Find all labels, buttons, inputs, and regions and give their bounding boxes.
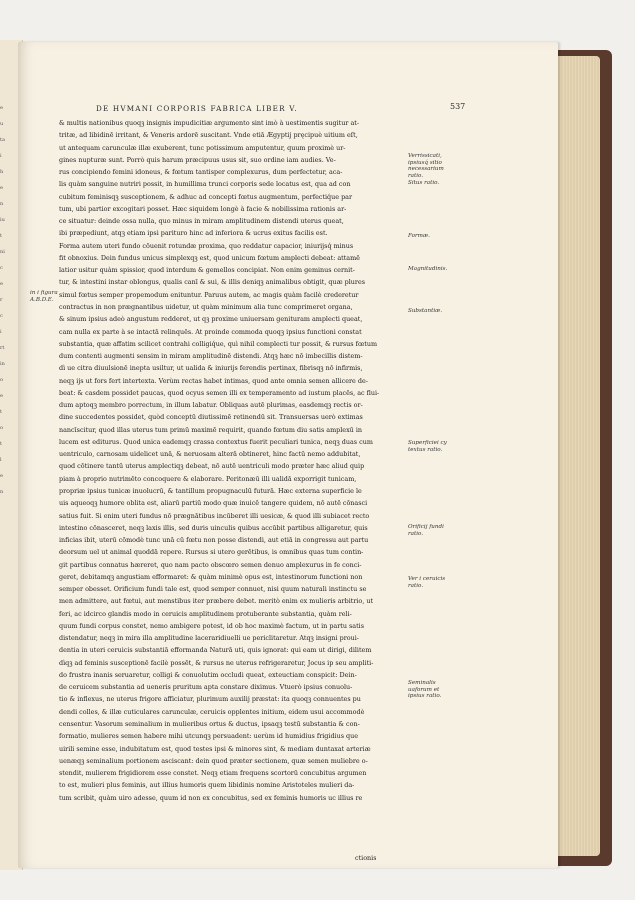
- left-sliver-fragment: ni: [0, 249, 5, 255]
- left-sliver-fragment: e: [0, 473, 3, 479]
- page-edges: [554, 56, 600, 856]
- text-line: contractus in non prægnantibus uidetur, ut quàm minimum alia tunc comprimeret organa,: [59, 302, 353, 311]
- text-line: cam nulla ex parte à se intactā relinquēs. At proinde commoda quoqꝫ ipsius functioni constat: [59, 327, 362, 336]
- text-line: stendit, mulierem frigidiorem esse constet. Neqꝫ etiam frequens scortorū concubitus argumen: [59, 769, 367, 778]
- left-sliver-fragment: c: [0, 265, 3, 271]
- text-line: uenæqꝫ seminalium portionem asciscant: dein quod præter sectionem, quæ semen muliebre o-: [59, 756, 368, 765]
- left-sliver-fragment: t: [0, 409, 3, 415]
- text-line: dum contenti augmenti sensim in miram amplitudinē distendi. Atqꝫ hæc nō imbecillis distem-: [59, 352, 363, 361]
- left-sliver-fragment: e: [0, 393, 3, 399]
- left-sliver-fragment: r: [0, 297, 3, 303]
- left-sliver-fragment: ta: [0, 137, 5, 143]
- text-line: propriæ ipsius tunicæ inuolucrū, & tantillum propugnaculū futurā. Hæc externa superficie le: [59, 486, 362, 495]
- text-line: dì ue citra diuulsionē inepta usiltur, ut ualida & iniurijs ferendis pertinax, fibrisqꝫ nō infirmis,: [59, 364, 363, 373]
- text-line: semper obesset. Orificium fundi tale est, quod semper connuet, nisi quum naturali instinctu se: [59, 585, 367, 594]
- text-line: men admittere, aut fœtui, aut menstibus iter præbere debet. meritò enim ex mulieris arbitrio, ut: [59, 597, 374, 606]
- left-sliver-fragment: l: [0, 457, 2, 463]
- text-line: simul fœtus semper propemodum enituntur. Paruus autem, ac magis quàm facilè crederetur: [59, 290, 359, 299]
- text-line: beat: & casdem possidet paucas, quod ocyus semen illi ex temperamento ad iustum placēs, ac flui-: [59, 388, 380, 397]
- text-line: formatio, mulieres semen habere mihi utcunqꝫ persuadent: uerùm id humidius frigidius que: [59, 732, 358, 741]
- page-number: 537: [450, 102, 466, 111]
- text-line: quod cōtinere tantū uterus amplectiqꝫ debeat, nō autē uentriculi modo præter hæc aliud quip: [59, 462, 365, 471]
- left-sliver-fragment: in: [0, 361, 5, 367]
- margin-note-situs: Situs ratio.: [408, 180, 440, 186]
- margin-note-ceruicis: Ver i ceruicis ratio.: [408, 576, 446, 589]
- text-line: neqꝫ ijs ut fors fert intertexta. Verùm rectas habet intimas, quod ante omnia semen allicere de-: [59, 376, 368, 385]
- text-line: geret, debitamqꝫ angustiam efformaret: & quàm minimè opus est, intestinorum functioni non: [59, 572, 363, 581]
- left-sliver-fragment: o: [0, 425, 4, 431]
- text-line: de ceruicem substantia ad ueneris pruritum apta constare diximus. Vtuerò ipsius conuolu-: [59, 683, 353, 692]
- left-sliver-fragment: i: [0, 153, 2, 159]
- left-sliver-text: [0, 100, 20, 500]
- left-sliver-fragment: h: [0, 169, 4, 175]
- text-line: feri, ac idcirco glandis modo in ceruicis amplitudinem protuberante substantia, quàm reli-: [59, 609, 352, 618]
- text-line: uirili semine esse, indubitatum est, quod testes ipsi & minores sint, & mediam duntaxat arteriæ: [59, 744, 371, 753]
- left-sliver-fragment: i: [0, 329, 2, 335]
- text-line: dìqꝫ ad feminis susceptionē facilè possēt, & rursus ne uterus refrigeraretur, Jocus ip seu ampliti-: [59, 658, 374, 667]
- text-line: fit obnoxius. Dein fundus unicus simplexqꝫ est, quod unicum fœtum amplecti debeat: attamē: [59, 253, 360, 262]
- text-line: cubitum feminisqꝫ susceptionem, & adhuc ad concepti fœtus augmentum, perfectiq́ue par: [59, 192, 353, 201]
- text-line: to est, mulieri plus feminis, aut illius humoris quem libidinis nomine Aristoteles mulieri da-: [59, 781, 355, 790]
- text-line: lucem est editurus. Quod unica eademqꝫ crassa contextus fuerit peculiari tunica, neqꝫ duas cum: [59, 437, 373, 446]
- body-text: [59, 117, 403, 804]
- text-line: lis quàm sanguine nutriri possit, in humillima trunci corporis sede locatus est, qua ad con: [59, 180, 351, 189]
- text-line: tur, & intestini instar oblongus, qualis canī & sui, & illis deniqꝫ animalibus obtigit, quæ plures: [59, 278, 366, 287]
- text-line: uis aqueoqꝫ humore oblita est, aliarū partiū modo quæ inuicē tangere quidem, nō autē cōnasci: [59, 499, 368, 508]
- text-line: satius fuit. Si enim uteri fundus nō prægnātibus incūberet illi uesicæ, & quod illi subiacet recto: [59, 511, 370, 520]
- left-sliver-fragment: t: [0, 233, 3, 239]
- text-line: deorsum uel ut animal quoddā repere. Rursus si utero gerētibus, is omnibus quas tum contin-: [59, 548, 364, 557]
- text-line: tum scribit, quàm uiro adesse, quum id non ex concubitus, sed ex feminis humoris uc illius re: [59, 793, 363, 802]
- text-line: ce situatur: deinde ossa nulla, quo minus in miram amplitudinem distendi uterus queat,: [59, 217, 344, 226]
- text-line: dendi colles, & illæ cuticulares carunculæ, ceruicis opplentes initium, eidem usui accommodè: [59, 707, 365, 716]
- text-line: latior usitur quàm spissior, quod interdum & gemellos concipiat. Non enim geminus cernit-: [59, 266, 355, 275]
- text-line: nancīscitur, quod illas uterus tum primū maximē requirit, quando fœtum diu satis amplexū in: [59, 425, 362, 434]
- text-line: git partibus connatus hæreret, quo nam pacto obscœro semen denuo amplexurus in fe conci-: [59, 560, 362, 569]
- margin-note-forma: Formæ.: [408, 233, 430, 239]
- text-line: ut antequam carunculæ illæ exuberent, tunc potissimum amputentur, quum proximè ur-: [59, 143, 346, 152]
- left-sliver-fragment: n: [0, 489, 4, 495]
- text-line: dine succedentes possidet, quòd conceptū diutissimē retinendū sit. Transuersas uerò extimas: [59, 413, 363, 422]
- margin-note-shape: Verrissicati, ipsiusq́ sitio necessarium ratio.: [408, 153, 444, 179]
- left-sliver-fragment: e: [0, 105, 3, 111]
- left-sliver-fragment: u: [0, 121, 4, 127]
- left-sliver-fragment: iu: [0, 217, 5, 223]
- text-line: gines nupturæ sunt. Porrò quis harum præcipuus usus sit, suo ordine iam audies. Ve-: [59, 155, 336, 164]
- left-sliver-fragment: e: [0, 185, 3, 191]
- margin-note-seminalis: Seminalis uaforum et ipsius ratio.: [408, 680, 442, 700]
- text-line: do frustra inanis seruaretur, colligi & conuolutim occludi queat, exteuctiam conspicit: Dein-: [59, 670, 357, 679]
- margin-note-figura: in i figura A.B.D.E.: [30, 290, 58, 303]
- text-line: quum fundi corpus constet, nemo ambigere potest, id ob hoc maximè factum, ut in partu satis: [59, 621, 364, 630]
- text-line: & sinum ipsius adeò angustum redderet, ut qꝫ proxime uniuersam genituram amplecti queat,: [59, 315, 363, 324]
- text-line: intestino cōnasceret, neqꝫ laxis illis, sed duris uinculis quibus accūbit partibus alligaretur, quis: [59, 523, 368, 532]
- running-head: DE HVMANI CORPORIS FABRICA LIBER V.: [96, 104, 298, 113]
- margin-note-superficiei: Superficiei cy textus ratio.: [408, 440, 447, 453]
- text-line: piam à proprio nutrimēto concoquere & elaborare. Peritonæū illi ualidā exporrigit tunicam,: [59, 474, 357, 483]
- text-line: & multis nationibus quoqꝫ insignis impudicitiæ argumento sint imò à uestimentis sugitur at-: [59, 119, 359, 127]
- left-sliver-fragment: rt: [0, 345, 5, 351]
- text-line: dentia in uteri ceruicis substantiā efformanda Naturā uti, quis ignorat: qui eam ut dirigi, dilitem: [59, 646, 372, 655]
- margin-note-substantiae: Substantiæ.: [408, 308, 443, 314]
- text-line: uentriculo, carnosam uidelicet unā, & neruosam alterā obtineret, hinc factū nemo addubitat,: [59, 450, 361, 459]
- left-sliver-fragment: t: [0, 441, 3, 447]
- text-line: distendatur, neqꝫ in mira illa amplitudine laceraridiuelli ue periclitaretur. Atqꝫ insigni proui-: [59, 634, 359, 643]
- text-line: Forma autem uteri fundo cōuenit rotundæ proxima, quo reddatur capacior, iniurijsq́ minus: [59, 241, 354, 250]
- margin-note-orificij: Orificij fundi ratio.: [408, 524, 444, 537]
- text-line: rus concipiendo femini idoneus, & fœtum tantisper complexurus, dum perfectetur, aca-: [59, 168, 343, 177]
- text-line: substantia, quæ affatim scilicet contrahi colligiq́ue, quì nihil complecti tur possit, & rursus fœtum: [59, 339, 378, 348]
- text-line: tritæ, ad libidinē irritant, & Veneris ardorē suscitant. Vnde etiā Ægyptij pręcipuè uitium eſt,: [59, 131, 358, 140]
- text-line: tio & inflexus, ne uterus frigore afficiatur, plurimum auxilij præstat: ita quoqꝫ connuentes pu: [59, 695, 361, 704]
- left-sliver-fragment: o: [0, 377, 4, 383]
- margin-note-magnitudinis: Magnitudinis.: [408, 266, 448, 272]
- text-tail: ctionis: [355, 854, 377, 862]
- text-line: dum aptoqꝫ membro porrectum, in illum labatur. Obliquas autē plurimas, easdemqꝫ rectis or-: [59, 401, 363, 410]
- text-line: ibi præpediunt, atqꝫ etiam ipsi parituro hinc ad inferiora & ucrus exitus facilis est.: [59, 229, 328, 238]
- text-line: inficias ibit, uterū cōmodè tunc unā cū fœtu non posse distendi, aut etiā in congressu aut partu: [59, 536, 369, 545]
- text-line: tum, ubi partior excogitari posset. Hæc siquidem longè à facie & nobilissima rationis ar-: [59, 204, 347, 213]
- left-sliver-fragment: n: [0, 201, 4, 207]
- text-line: censentur. Vasorum seminalium in mulieribus ortus & ductus, ipsaqꝫ testū substantia & con-: [59, 720, 360, 729]
- left-sliver-fragment: c: [0, 313, 3, 319]
- left-sliver-fragment: e: [0, 281, 3, 287]
